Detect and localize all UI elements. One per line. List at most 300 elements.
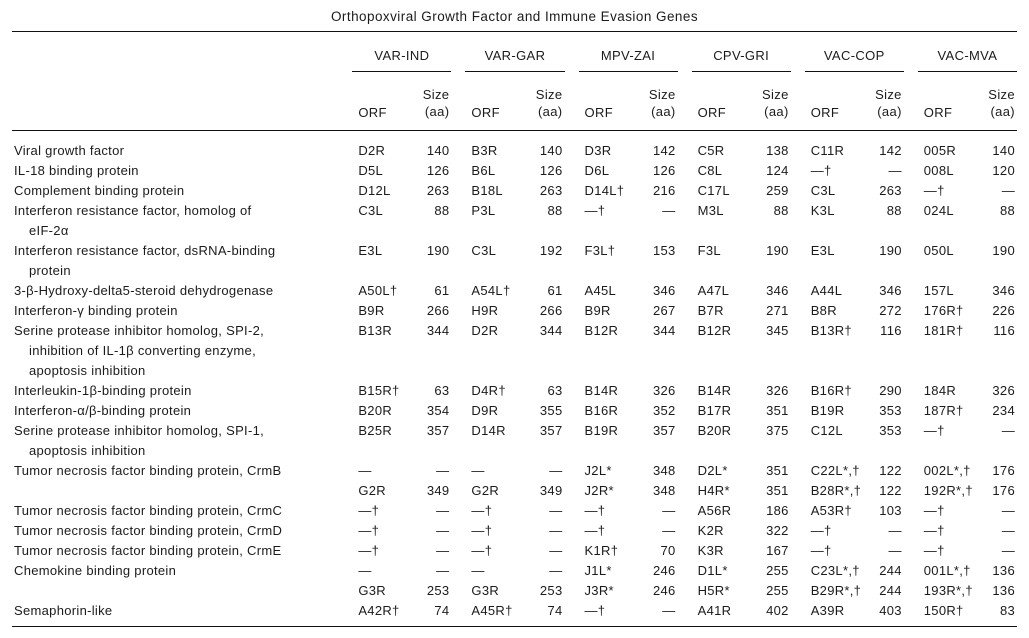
orf-cell: M3L — [697, 203, 724, 218]
group-header-cpv-gri — [678, 32, 791, 72]
orf-cell — [338, 438, 404, 458]
size-cell: 253 — [426, 583, 450, 598]
size-cell — [404, 338, 451, 358]
table-row — [12, 378, 1017, 398]
orf-cell — [565, 358, 631, 378]
orf-cell: H4R* — [697, 483, 730, 498]
gene-label — [12, 478, 338, 498]
size-cell — [970, 358, 1017, 378]
size-cell: 326 — [992, 383, 1015, 398]
size-cell: — — [436, 523, 450, 538]
size-cell: — — [436, 503, 450, 518]
orf-cell: —† — [358, 543, 380, 558]
size-cell: 192 — [539, 243, 563, 258]
size-cell — [517, 258, 564, 278]
orf-cell: —† — [923, 543, 945, 558]
size-cell: 263 — [539, 183, 563, 198]
table-row — [12, 178, 1017, 198]
orf-cell — [451, 258, 517, 278]
size-column-header — [517, 72, 564, 131]
size-cell: 255 — [766, 583, 789, 598]
orf-cell — [791, 218, 857, 238]
size-cell: 226 — [992, 303, 1015, 318]
size-cell: 142 — [653, 143, 676, 158]
orf-cell: —† — [923, 503, 945, 518]
size-cell: 88 — [886, 203, 902, 218]
group-label: VAC-COP — [805, 48, 904, 72]
gene-label: Serine protease inhibitor homolog, SPI-1, — [14, 423, 265, 438]
orf-cell — [678, 258, 744, 278]
orf-cell: B29R*,† — [810, 583, 862, 598]
orf-cell: 001L*,† — [923, 563, 971, 578]
size-cell: 190 — [992, 243, 1015, 258]
size-cell: — — [436, 563, 450, 578]
size-cell: — — [662, 503, 676, 518]
orf-cell: C8L — [697, 163, 723, 178]
group-header-mpv-zai — [565, 32, 678, 72]
gene-label: Interleukin-1β-binding protein — [14, 383, 192, 398]
orf-cell — [904, 438, 970, 458]
orf-cell: A50L† — [358, 283, 398, 298]
gene-label: Interferon-γ binding protein — [14, 303, 178, 318]
size-cell: 140 — [992, 143, 1015, 158]
size-cell: 353 — [879, 423, 902, 438]
size-cell: 140 — [426, 143, 450, 158]
size-cell: 74 — [434, 603, 450, 618]
orf-cell — [791, 358, 857, 378]
size-cell: 322 — [766, 523, 789, 538]
size-cell: — — [549, 563, 563, 578]
orf-cell: C17L — [697, 183, 730, 198]
size-cell: 267 — [653, 303, 676, 318]
size-cell: 124 — [766, 163, 789, 178]
size-cell: 357 — [653, 423, 676, 438]
orf-cell: D1L* — [697, 563, 728, 578]
orf-cell: —† — [810, 523, 832, 538]
orf-cell: — — [471, 563, 485, 578]
orf-cell: —† — [923, 423, 945, 438]
size-cell: 346 — [766, 283, 789, 298]
size-cell: 326 — [766, 383, 789, 398]
size-cell: 138 — [766, 143, 789, 158]
size-cell — [631, 218, 678, 238]
size-cell — [517, 358, 564, 378]
size-cell: 355 — [539, 403, 563, 418]
subheader-spacer — [12, 72, 338, 131]
size-cell: 70 — [660, 543, 676, 558]
orf-cell: D4R† — [471, 383, 506, 398]
table-row — [12, 278, 1017, 298]
orf-cell — [451, 218, 517, 238]
size-cell — [857, 358, 904, 378]
orf-cell — [565, 218, 631, 238]
orf-cell: 181R† — [923, 323, 964, 338]
group-label: VAC-MVA — [918, 48, 1017, 72]
orf-cell: D2L* — [697, 463, 728, 478]
size-cell — [631, 258, 678, 278]
size-cell: 120 — [992, 163, 1015, 178]
orf-column-header: ORF — [338, 72, 404, 131]
orf-cell: —† — [584, 603, 606, 618]
subheader-row — [12, 72, 1017, 131]
size-header-line2: (aa) — [651, 104, 676, 119]
size-cell: 176 — [992, 463, 1015, 478]
gene-label: Tumor necrosis factor binding protein, CrmD — [14, 523, 283, 538]
bottom-rule-divider — [12, 626, 1017, 627]
orf-cell: A45R† — [471, 603, 513, 618]
size-cell: 244 — [879, 563, 902, 578]
size-header-line2: (aa) — [764, 104, 789, 119]
size-cell: 176 — [992, 483, 1015, 498]
orf-column-header: ORF — [451, 72, 517, 131]
size-cell — [970, 218, 1017, 238]
size-cell: 349 — [426, 483, 450, 498]
size-cell: — — [662, 603, 676, 618]
size-cell: — — [1001, 423, 1015, 438]
size-cell — [744, 218, 791, 238]
table-row — [12, 558, 1017, 578]
group-header-var-gar — [451, 32, 564, 72]
size-cell: 61 — [547, 283, 563, 298]
gene-label: Complement binding protein — [14, 183, 185, 198]
orf-cell — [678, 358, 744, 378]
table-row — [12, 498, 1017, 518]
orf-cell — [338, 218, 404, 238]
size-cell — [631, 438, 678, 458]
size-cell: 351 — [766, 483, 789, 498]
size-cell: 259 — [766, 183, 789, 198]
size-cell: 357 — [426, 423, 450, 438]
orf-cell: A42R† — [358, 603, 400, 618]
size-cell: 290 — [879, 383, 902, 398]
size-cell: 253 — [539, 583, 563, 598]
orf-cell: —† — [471, 543, 493, 558]
gene-label: IL-18 binding protein — [14, 163, 139, 178]
size-cell: 357 — [539, 423, 563, 438]
size-cell: 126 — [539, 163, 563, 178]
orf-cell: K3R — [697, 543, 724, 558]
orf-cell — [565, 338, 631, 358]
orf-cell — [451, 338, 517, 358]
size-cell: 345 — [766, 323, 789, 338]
size-cell: — — [549, 543, 563, 558]
size-header-line1: Size — [875, 87, 902, 102]
size-cell: — — [1001, 523, 1015, 538]
orf-column-header: ORF — [678, 72, 744, 131]
orf-cell — [791, 338, 857, 358]
table-row — [12, 458, 1017, 478]
gene-table — [12, 32, 1017, 618]
gene-label: eIF-2α — [29, 223, 69, 238]
size-cell: — — [662, 203, 676, 218]
orf-cell: K3L — [810, 203, 835, 218]
orf-cell: J2R* — [584, 483, 614, 498]
size-cell: 126 — [653, 163, 676, 178]
size-cell: — — [888, 523, 902, 538]
orf-cell: K1R† — [584, 543, 619, 558]
orf-cell: B14R — [697, 383, 732, 398]
orf-cell — [904, 358, 970, 378]
gene-label: Semaphorin-like — [14, 603, 113, 618]
size-cell — [970, 338, 1017, 358]
orf-cell: D2R — [471, 323, 499, 338]
table-row — [12, 318, 1017, 338]
orf-cell: B13R — [358, 323, 393, 338]
orf-cell: 184R — [923, 383, 957, 398]
size-cell: 142 — [879, 143, 902, 158]
orf-column-header: ORF — [904, 72, 970, 131]
orf-cell: A54L† — [471, 283, 511, 298]
size-cell: 348 — [653, 463, 676, 478]
orf-cell: C23L*,† — [810, 563, 860, 578]
size-header-line2: (aa) — [537, 104, 563, 119]
orf-cell: —† — [358, 523, 380, 538]
size-cell: 266 — [426, 303, 450, 318]
size-column-header — [404, 72, 451, 131]
size-cell: — — [436, 463, 450, 478]
size-cell: 116 — [993, 323, 1015, 338]
orf-column-header: ORF — [791, 72, 857, 131]
orf-cell: A39R — [810, 603, 845, 618]
size-cell: 74 — [547, 603, 563, 618]
orf-cell: —† — [584, 203, 606, 218]
size-cell: 255 — [766, 563, 789, 578]
orf-cell: B19R — [584, 423, 619, 438]
orf-cell: C12L — [810, 423, 843, 438]
orf-cell: D9R — [471, 403, 499, 418]
size-header-line2: (aa) — [877, 104, 902, 119]
orf-cell — [678, 218, 744, 238]
orf-cell: 150R† — [923, 603, 964, 618]
orf-cell: B9R — [358, 303, 385, 318]
gene-label: Tumor necrosis factor binding protein, CrmC — [14, 503, 283, 518]
size-cell — [631, 338, 678, 358]
size-cell: 88 — [547, 203, 563, 218]
orf-cell: —† — [471, 523, 493, 538]
orf-cell: B16R — [584, 403, 619, 418]
size-cell: 263 — [426, 183, 450, 198]
orf-cell: —† — [584, 503, 606, 518]
orf-cell: D12L — [358, 183, 391, 198]
table-title: Orthopoxviral Growth Factor and Immune Evasion Genes — [330, 9, 699, 24]
table-row — [12, 158, 1017, 178]
size-cell: 136 — [992, 583, 1015, 598]
size-cell: — — [549, 463, 563, 478]
orf-cell — [338, 358, 404, 378]
orf-cell: G2R — [358, 483, 386, 498]
orf-cell: D14R — [471, 423, 506, 438]
size-cell: — — [436, 543, 450, 558]
table-row — [12, 258, 1017, 278]
orf-cell: D5L — [358, 163, 384, 178]
orf-cell: A41R — [697, 603, 732, 618]
table-body — [12, 131, 1017, 619]
orf-cell: B6L — [471, 163, 496, 178]
group-label: MPV-ZAI — [579, 48, 678, 72]
table-row — [12, 358, 1017, 378]
size-cell — [631, 358, 678, 378]
orf-cell: C5R — [697, 143, 725, 158]
size-cell: 244 — [879, 583, 902, 598]
size-header-line1: Size — [535, 87, 563, 102]
size-cell: 344 — [426, 323, 450, 338]
orf-cell — [338, 258, 404, 278]
size-cell: 103 — [879, 503, 902, 518]
orf-cell: — — [358, 463, 372, 478]
orf-cell: B18L — [471, 183, 503, 198]
size-cell: 351 — [766, 463, 789, 478]
orf-cell: —† — [923, 183, 945, 198]
size-cell: 83 — [999, 603, 1015, 618]
size-cell: 266 — [539, 303, 563, 318]
orf-cell: —† — [810, 543, 832, 558]
size-cell: 153 — [653, 243, 676, 258]
size-header-line1: Size — [422, 87, 450, 102]
size-cell: 234 — [992, 403, 1015, 418]
size-cell: 344 — [539, 323, 563, 338]
size-cell: — — [1001, 543, 1015, 558]
orf-cell: 050L — [923, 243, 954, 258]
orf-cell: H9R — [471, 303, 499, 318]
orf-cell: 187R† — [923, 403, 964, 418]
gene-label: Tumor necrosis factor binding protein, CrmB — [14, 463, 282, 478]
size-cell: 140 — [539, 143, 563, 158]
orf-cell — [904, 338, 970, 358]
orf-cell — [338, 338, 404, 358]
size-cell: 167 — [766, 543, 789, 558]
orf-cell: C3L — [471, 243, 497, 258]
orf-cell: 008L — [923, 163, 954, 178]
size-cell: 346 — [879, 283, 902, 298]
table-row — [12, 298, 1017, 318]
gene-label: protein — [29, 263, 71, 278]
size-cell: 122 — [879, 463, 902, 478]
table-row — [12, 238, 1017, 258]
size-cell: 190 — [426, 243, 450, 258]
size-cell — [857, 438, 904, 458]
orf-cell: A44L — [810, 283, 843, 298]
gene-label: Serine protease inhibitor homolog, SPI-2, — [14, 323, 265, 338]
orf-cell: P3L — [471, 203, 496, 218]
orf-cell: J1L* — [584, 563, 612, 578]
orf-cell: E3L — [810, 243, 835, 258]
orf-cell: J2L* — [584, 463, 612, 478]
size-cell — [857, 338, 904, 358]
size-cell: 190 — [879, 243, 902, 258]
orf-cell: F3L — [697, 243, 721, 258]
table-row — [12, 438, 1017, 458]
orf-cell: — — [471, 463, 485, 478]
orf-cell: 002L*,† — [923, 463, 971, 478]
size-cell: 216 — [653, 183, 676, 198]
size-cell: 126 — [426, 163, 450, 178]
orf-cell: B8R — [810, 303, 837, 318]
size-cell — [744, 338, 791, 358]
orf-cell — [904, 258, 970, 278]
orf-cell: C3L — [358, 203, 384, 218]
size-cell — [404, 438, 451, 458]
size-header-line1: Size — [988, 87, 1015, 102]
size-cell: 88 — [773, 203, 789, 218]
orf-cell: B12R — [584, 323, 619, 338]
gene-label: Tumor necrosis factor binding protein, CrmE — [14, 543, 282, 558]
size-cell: 326 — [653, 383, 676, 398]
size-cell: — — [662, 523, 676, 538]
orf-cell: B20R — [697, 423, 732, 438]
gene-label: apoptosis inhibition — [29, 363, 146, 378]
orf-column-header: ORF — [565, 72, 631, 131]
orf-cell: 176R† — [923, 303, 964, 318]
orf-cell — [791, 258, 857, 278]
size-cell: 88 — [999, 203, 1015, 218]
orf-cell — [565, 258, 631, 278]
size-column-header — [970, 72, 1017, 131]
size-cell: 246 — [653, 583, 676, 598]
gene-label: Chemokine binding protein — [14, 563, 177, 578]
orf-cell: C11R — [810, 143, 845, 158]
size-cell: 63 — [547, 383, 563, 398]
orf-cell: 024L — [923, 203, 954, 218]
group-header-vac-mva — [904, 32, 1017, 72]
size-cell — [517, 338, 564, 358]
gene-label: Interferon resistance factor, dsRNA-binding — [14, 243, 276, 258]
size-cell — [404, 258, 451, 278]
orf-cell: A47L — [697, 283, 730, 298]
orf-cell: B15R† — [358, 383, 400, 398]
header-spacer — [12, 32, 338, 72]
table-row — [12, 398, 1017, 418]
group-header-row — [12, 32, 1017, 72]
group-label: VAR-GAR — [465, 48, 564, 72]
orf-cell: B28R*,† — [810, 483, 862, 498]
table-row — [12, 218, 1017, 238]
orf-cell: B17R — [697, 403, 732, 418]
orf-cell — [678, 438, 744, 458]
table-row — [12, 598, 1017, 618]
table-row — [12, 578, 1017, 598]
gene-label: 3-β-Hydroxy-delta5-steroid dehydrogenase — [14, 283, 274, 298]
orf-cell: J3R* — [584, 583, 614, 598]
size-cell: — — [549, 503, 563, 518]
size-cell: 271 — [766, 303, 789, 318]
orf-cell: B3R — [471, 143, 498, 158]
size-header-line1: Size — [648, 87, 676, 102]
size-column-header — [631, 72, 678, 131]
orf-cell: B20R — [358, 403, 393, 418]
size-cell: — — [549, 523, 563, 538]
orf-cell: —† — [584, 523, 606, 538]
size-cell: 88 — [434, 203, 450, 218]
size-cell — [744, 438, 791, 458]
size-cell — [744, 258, 791, 278]
size-cell — [970, 258, 1017, 278]
size-cell: 61 — [434, 283, 450, 298]
orf-cell: D14L† — [584, 183, 625, 198]
orf-cell: G2R — [471, 483, 500, 498]
orf-cell: B13R† — [810, 323, 852, 338]
orf-cell: E3L — [358, 243, 383, 258]
orf-cell: A53R† — [810, 503, 852, 518]
size-column-header — [744, 72, 791, 131]
size-cell: 351 — [766, 403, 789, 418]
gene-label: Interferon-α/β-binding protein — [14, 403, 192, 418]
orf-cell: B7R — [697, 303, 724, 318]
orf-cell — [451, 438, 517, 458]
table-header — [12, 32, 1017, 131]
size-cell: 344 — [653, 323, 676, 338]
orf-cell: G3R — [471, 583, 500, 598]
orf-cell: —† — [810, 163, 832, 178]
